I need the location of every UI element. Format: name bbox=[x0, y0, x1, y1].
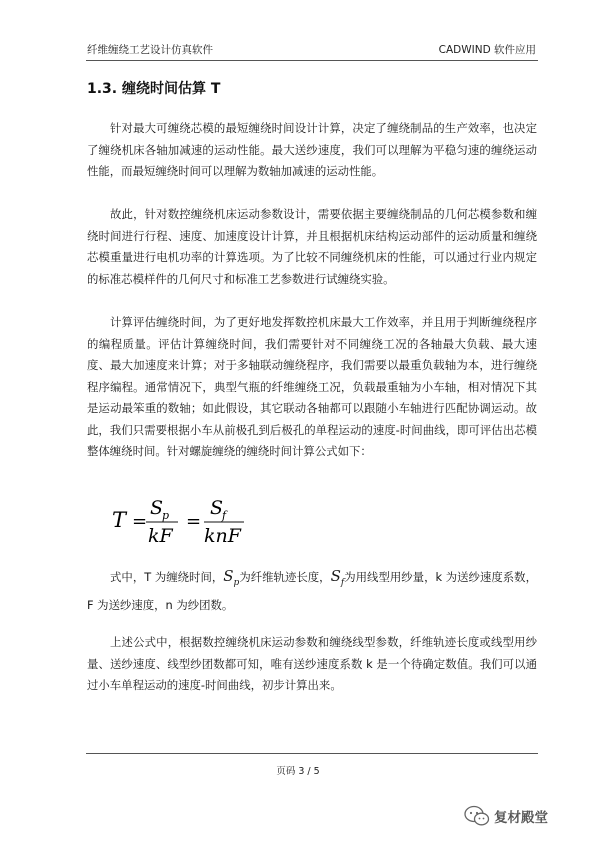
paragraph-2: 故此，针对数控缠绕机床运动参数设计，需要依据主要缠绕制品的几何芯模参数和缠绕时间进行行程、速度、加速度设计计算，并且根据机床结构运动部件的运动质量和缠绕芯模重量进行电机功率的计算选项。为了比较不同缠绕机床的性能，可以通过行业内规定的标准芯模样件的几何尺寸和标准工艺参数进行试缠绕实验。 bbox=[87, 207, 537, 286]
page-header-left: 纤维缠绕工艺设计仿真软件 bbox=[87, 44, 213, 56]
paragraph-1: 针对最大可缠绕芯模的最短缠绕时间设计计算，决定了缠绕制品的生产效率，也决定了缠绕机床各轴加减速的运动性能。最大送纱速度，我们可以理解为平稳匀速的缠绕运动性能，而最短缠绕时间可以理解为数轴加减速的运动性能。 bbox=[87, 121, 537, 178]
watermark bbox=[464, 805, 548, 827]
symbol-sf: $S_f$ bbox=[330, 567, 345, 588]
definition-rest: 为用线型用纱量，k 为送纱速度系数，F 为送纱速度，n 为纱团数。 bbox=[87, 570, 537, 612]
footer-divider bbox=[86, 753, 538, 754]
formula-num1-sub: p bbox=[162, 509, 170, 522]
paragraph-4-definitions bbox=[87, 566, 537, 616]
definition-t: 式中，T 为缠绕时间， bbox=[110, 570, 224, 584]
symbol-sp: $S_p$ bbox=[223, 567, 240, 588]
wechat-icon bbox=[464, 805, 490, 827]
formula-equals-2: = bbox=[186, 511, 202, 532]
page-number: 页码 3 / 5 bbox=[276, 766, 320, 777]
page-header-right: CADWIND 软件应用 bbox=[438, 44, 536, 56]
formula-lhs: T bbox=[112, 508, 127, 532]
watermark-text: 复材殿堂 bbox=[494, 810, 548, 826]
formula-den2: knF bbox=[204, 525, 241, 547]
formula-num2-sub: f bbox=[222, 509, 227, 522]
paragraph-5: 上述公式中，根据数控缠绕机床运动参数和缠绕线型参数，纤维轨迹长度或线型用纱量、送纱速度、线型纱团数都可知，唯有送纱速度系数 k 是一个待确定数值。我们可以通过小车单程运动的速度-时间曲线，初步计算出来。 bbox=[87, 635, 537, 692]
formula-num2: S bbox=[210, 497, 224, 519]
definition-sp: 为纤维轨迹长度， bbox=[239, 570, 331, 584]
paragraph-3: 计算评估缠绕时间，为了更好地发挥数控机床最大工作效率，并且用于判断缠绕程序的编程质量。评估计算缠绕时间，我们需要针对不同缠绕工况的各轴最大负载、最大速度、最大加速度来计算；对于多轴联动缠绕程序，我们需要以最重负载轴为本，进行缠绕程序编程。通常情况下，典型气瓶的纤维缠绕工况，负载最重轴为小车轴，相对情况下其是运动最笨重的数轴；如此假设，其它联动各轴都可以跟随小车轴进行匹配协调运动。故此，我们只需要根据小车从前极孔到后极孔的单程运动的速度-时间曲线，即可评估出芯模整体缠绕时间。针对螺旋缠绕的缠绕时间计算公式如下： bbox=[87, 315, 537, 458]
header-divider bbox=[86, 60, 538, 61]
formula-num1: S bbox=[150, 497, 164, 519]
winding-time-formula bbox=[112, 492, 332, 552]
section-title: 1.3. 缠绕时间估算 T bbox=[87, 81, 221, 97]
formula-den1: kF bbox=[148, 525, 173, 547]
formula-equals-1: = bbox=[132, 511, 148, 532]
